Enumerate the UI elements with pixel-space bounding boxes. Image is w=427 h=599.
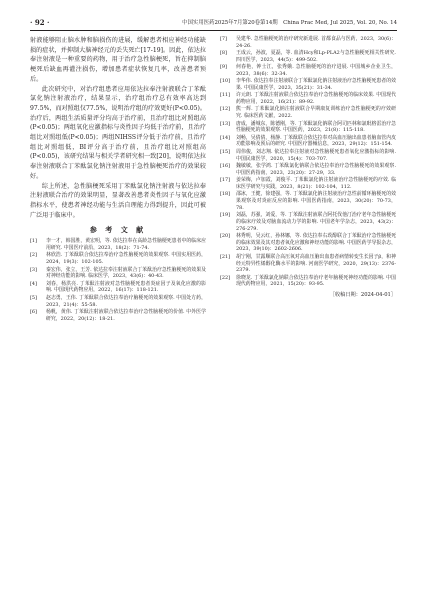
reference-item xyxy=(220,106,396,120)
reference-text: 林欣浩. 丁苯酞联合依达拉奉治疗急性脑梗死的效果观察. 中国实用医药，2024，19(3)：102-105. xyxy=(46,252,206,266)
reference-item xyxy=(30,281,206,295)
reference-number: [2] xyxy=(30,252,37,259)
reference-number: [5] xyxy=(30,294,37,301)
reference-number: [3] xyxy=(30,266,37,273)
reference-text: 唐成，潘城东，陈德刚，等. 丁苯酞氯化钠联合阿司匹林和氯吡格雷治疗急性脑梗死的效果观察. 中国医药，2023，21(8)：115-118. xyxy=(236,120,396,134)
reference-list-left xyxy=(30,238,206,322)
reference-item xyxy=(220,78,396,92)
reference-number: [12] xyxy=(220,106,231,113)
reference-item xyxy=(220,191,396,211)
reference-item xyxy=(220,149,396,163)
body-paragraph: 射液能够阻止脑水肿和脑损伤的进展，缓解患者相应神经功能缺损的症状，并抑制大脑神经元的丢失死亡[17-19]。因此，依达拉奉注射液是一种重要的药物，用于治疗急性脑梗死，旨在抑制脑梗死后缺血再灌注损伤，增加患者症状恢复几率，改善患者预后。 xyxy=(30,37,206,83)
body-paragraph: 此次研究中，对治疗组患者应用依达拉奉注射液联合丁苯酞氯化钠注射液治疗，结果显示，治疗组治疗总有效率高达到97.5%，而对照组仅77.5%，说明治疗组的疗效更好(P<0.05)。治疗后，两组生活质量评分均高于治疗前，且治疗组比对照组高(P<0.05)；两组氧化应激指标与炎性因子均低于治疗前，且治疗组比对照组低(P<0.05)；两组NIHSS评分低于治疗前，且治疗组比对照组低，BI评分高于治疗前，且治疗组比对照组高(P<0.05)，该研究结果与相关学者研究相一致[20]，说明依达拉奉注射液联合丁苯酞氯化钠注射液用于急性脑梗死治疗的效果较好。 xyxy=(30,85,206,180)
page-header xyxy=(30,18,397,28)
reference-item xyxy=(220,233,396,253)
reference-number: [11] xyxy=(220,92,231,99)
left-column xyxy=(30,36,206,323)
reference-text: 刘春，杨洪亮. 丁苯酞注射液对急性脑梗死患者炎症因子及氧化应激的影响. 中国现代药物应用，2022，16(17)：118-121. xyxy=(46,280,206,294)
reference-number: [15] xyxy=(220,148,231,155)
reference-number: [13] xyxy=(220,120,231,127)
reference-item xyxy=(220,64,396,78)
reference-number: [7] xyxy=(220,36,227,42)
reference-number: [18] xyxy=(220,191,231,198)
reference-number: [6] xyxy=(30,308,37,315)
reference-item xyxy=(220,163,396,177)
reference-text: 何春艳，钟士江，张秀娥. 急性脑梗死的治疗进展. 中国城乡企业卫生，2023，38(6)：32-34. xyxy=(236,64,396,77)
reference-text: 李华伟. 依达拉奉注射液联合丁苯酞氯化钠注射液治疗急性脑梗死患者的效果. 中国民康医学，2023，35(21)：31-34. xyxy=(236,78,396,92)
reference-number: [14] xyxy=(220,134,231,141)
reference-item xyxy=(30,309,206,323)
reference-text: 胡宁刚，甘露顺联合高压氧对高血压脑出血患者病情转变生长因子β，和神经元特异性烯醇化酶水平的影响. 河南医学研究，2020，29(13)：2376-2379. xyxy=(236,253,396,274)
reference-item xyxy=(220,212,396,232)
reference-text: 吴建华. 急性脑梗死的治疗研究新进展. 首都食品与医药，2023，30(6)：24-26. xyxy=(236,36,396,49)
journal-running-head: 中国实用医药2025年7月第20卷第14期 China Prac Med, Jul 2025, Vol. 20, No. 14 xyxy=(182,20,397,26)
reference-number: [21] xyxy=(220,253,231,260)
reference-text: 赵志勇，王伟. 丁苯酞联合依达拉奉治疗脑梗死的效果观察. 中国处方药，2023，21(4)：55-58. xyxy=(46,294,206,308)
reference-text: 刘磊，苏强，刘爱，等. 丁苯酞注射液联合阿托伐他汀治疗老年急性脑梗死的临床疗效及对脑血流动力学的影响. 中国老年学杂志，2023，43(2)：276-279. xyxy=(236,211,396,232)
reference-number: [1] xyxy=(30,238,37,245)
reference-text: 徐晓龙. 丁苯酞氯化钠联合依达拉奉治疗老年脑梗死神经功能的影响. 中国现代药物应用，2021，15(20)：93-95. xyxy=(236,274,396,288)
reference-number: [9] xyxy=(220,64,227,71)
page-number: · 92 · xyxy=(30,18,50,27)
reference-item xyxy=(30,238,206,252)
reference-number: [20] xyxy=(220,232,231,239)
reference-text: 邵冰，王健，徐建强，等. 丁苯酞氯化钠注射液治疗急性前循环脑梗死的效果观察及对炎症反应的影响. 中国医药指南，2023，30(20)：70-73，78. xyxy=(236,191,396,211)
reference-item xyxy=(30,252,206,266)
reference-list-right xyxy=(220,36,396,288)
received-date: ［收稿日期：2024-04-01］ xyxy=(329,292,396,299)
reference-text: 熊一辉. 丁苯酞氯化钠注射液联合早期康复训练治疗急性脑梗死的疗效研究. 临床医药文献，2022. xyxy=(236,106,396,120)
article-body xyxy=(30,36,206,220)
reference-number: [4] xyxy=(30,280,37,287)
reference-item xyxy=(30,267,206,281)
reference-item xyxy=(220,121,396,135)
reference-text: 秦宏伟，张立，王芳. 依达拉奉注射液联合丁苯酞治疗急性脑梗死的效果及对神经功能的影响. 临床医学，2023，43(6)：40-43. xyxy=(46,266,206,280)
right-column xyxy=(220,36,396,298)
reference-number: [16] xyxy=(220,162,231,169)
reference-item xyxy=(220,36,396,50)
reference-text: 刘畅，吴倩倩，杨静. 丁苯酞联合依达拉奉对高血压脑出血患者脑血管内皮功能影响及预后的研究. 中国医疗器械信息，2023，29(12)：151-154. xyxy=(236,134,396,148)
reference-item xyxy=(220,92,396,106)
reference-item xyxy=(220,254,396,274)
reference-number: [19] xyxy=(220,211,231,218)
body-paragraph: 综上所述，急性脑梗死采用丁苯酞氯化钠注射液与依达拉奉注射液联合治疗的效果明显，显著改善患者炎性因子与氧化应激指标水平，使患者神经功能与生活自理能力得到提升，因此可被广泛用于临床中。 xyxy=(30,182,206,219)
reference-text: 魏敏敏，张学鸿. 丁苯酞氯化钠联合依达拉奉治疗急性脑梗死的效果观察. 中国医药指南，2023，23(20)：27-29，33. xyxy=(236,162,396,176)
reference-text: 许元朗. 丁苯酞注射液联合依达拉奉治疗急性脑梗死的临床效果. 中国现代药物应用，2022，16(21)：89-92. xyxy=(236,92,396,106)
reference-number: [8] xyxy=(220,50,227,57)
reference-number: [10] xyxy=(220,78,231,85)
reference-text: 王成云，孙波，夏磊，等. 血清Hcy和Lp-PLA2与急性脑梗死相关性研究. 四川医学，2023，44(5)：499-502. xyxy=(236,50,396,63)
reference-item xyxy=(220,177,396,191)
reference-item xyxy=(220,50,396,64)
reference-number: [22] xyxy=(220,274,231,281)
reference-text: 李一才，韩国胜，黄宏明，等. 依达拉奉在高龄急性脑梗死患者中的临床应用研究. 中国医疗前沿，2023，18(2)：71-74. xyxy=(46,238,206,252)
reference-item xyxy=(220,275,396,289)
reference-text: 林秀明，吴云红，孙林娜，等. 依达拉奉右莰醇联合丁苯酞治疗急性脑梗死的临床效果及其对患者氧化应激和神经功能的影响. 中国医药学导报杂志，2023，39(10)：2602-2606. xyxy=(236,232,396,253)
header-rule xyxy=(30,30,397,31)
reference-number: [17] xyxy=(220,176,231,183)
references-heading: 参 考 文 献 xyxy=(89,225,147,235)
reference-item xyxy=(220,135,396,149)
reference-text: 杨帆，黄伟. 丁苯酞注射液联合依达拉奉治疗急性脑梗死的价值. 中外医学研究，2022，20(12)：18-21. xyxy=(46,308,206,322)
reference-item xyxy=(30,295,206,309)
reference-text: 姜荣梅，卢加霞，刘俊平. 丁苯酞氯化钠注射液治疗急性脑梗死的疗效. 临床医学研究与实践，2023，8(21)：102-104，112. xyxy=(236,176,396,190)
reference-text: 周伟俊，刘志翔. 依达拉奉注射液对急性脑梗死患者氧化应激指标的影响. 中国民康医学，2020，15(4)：703-707. xyxy=(236,148,396,162)
